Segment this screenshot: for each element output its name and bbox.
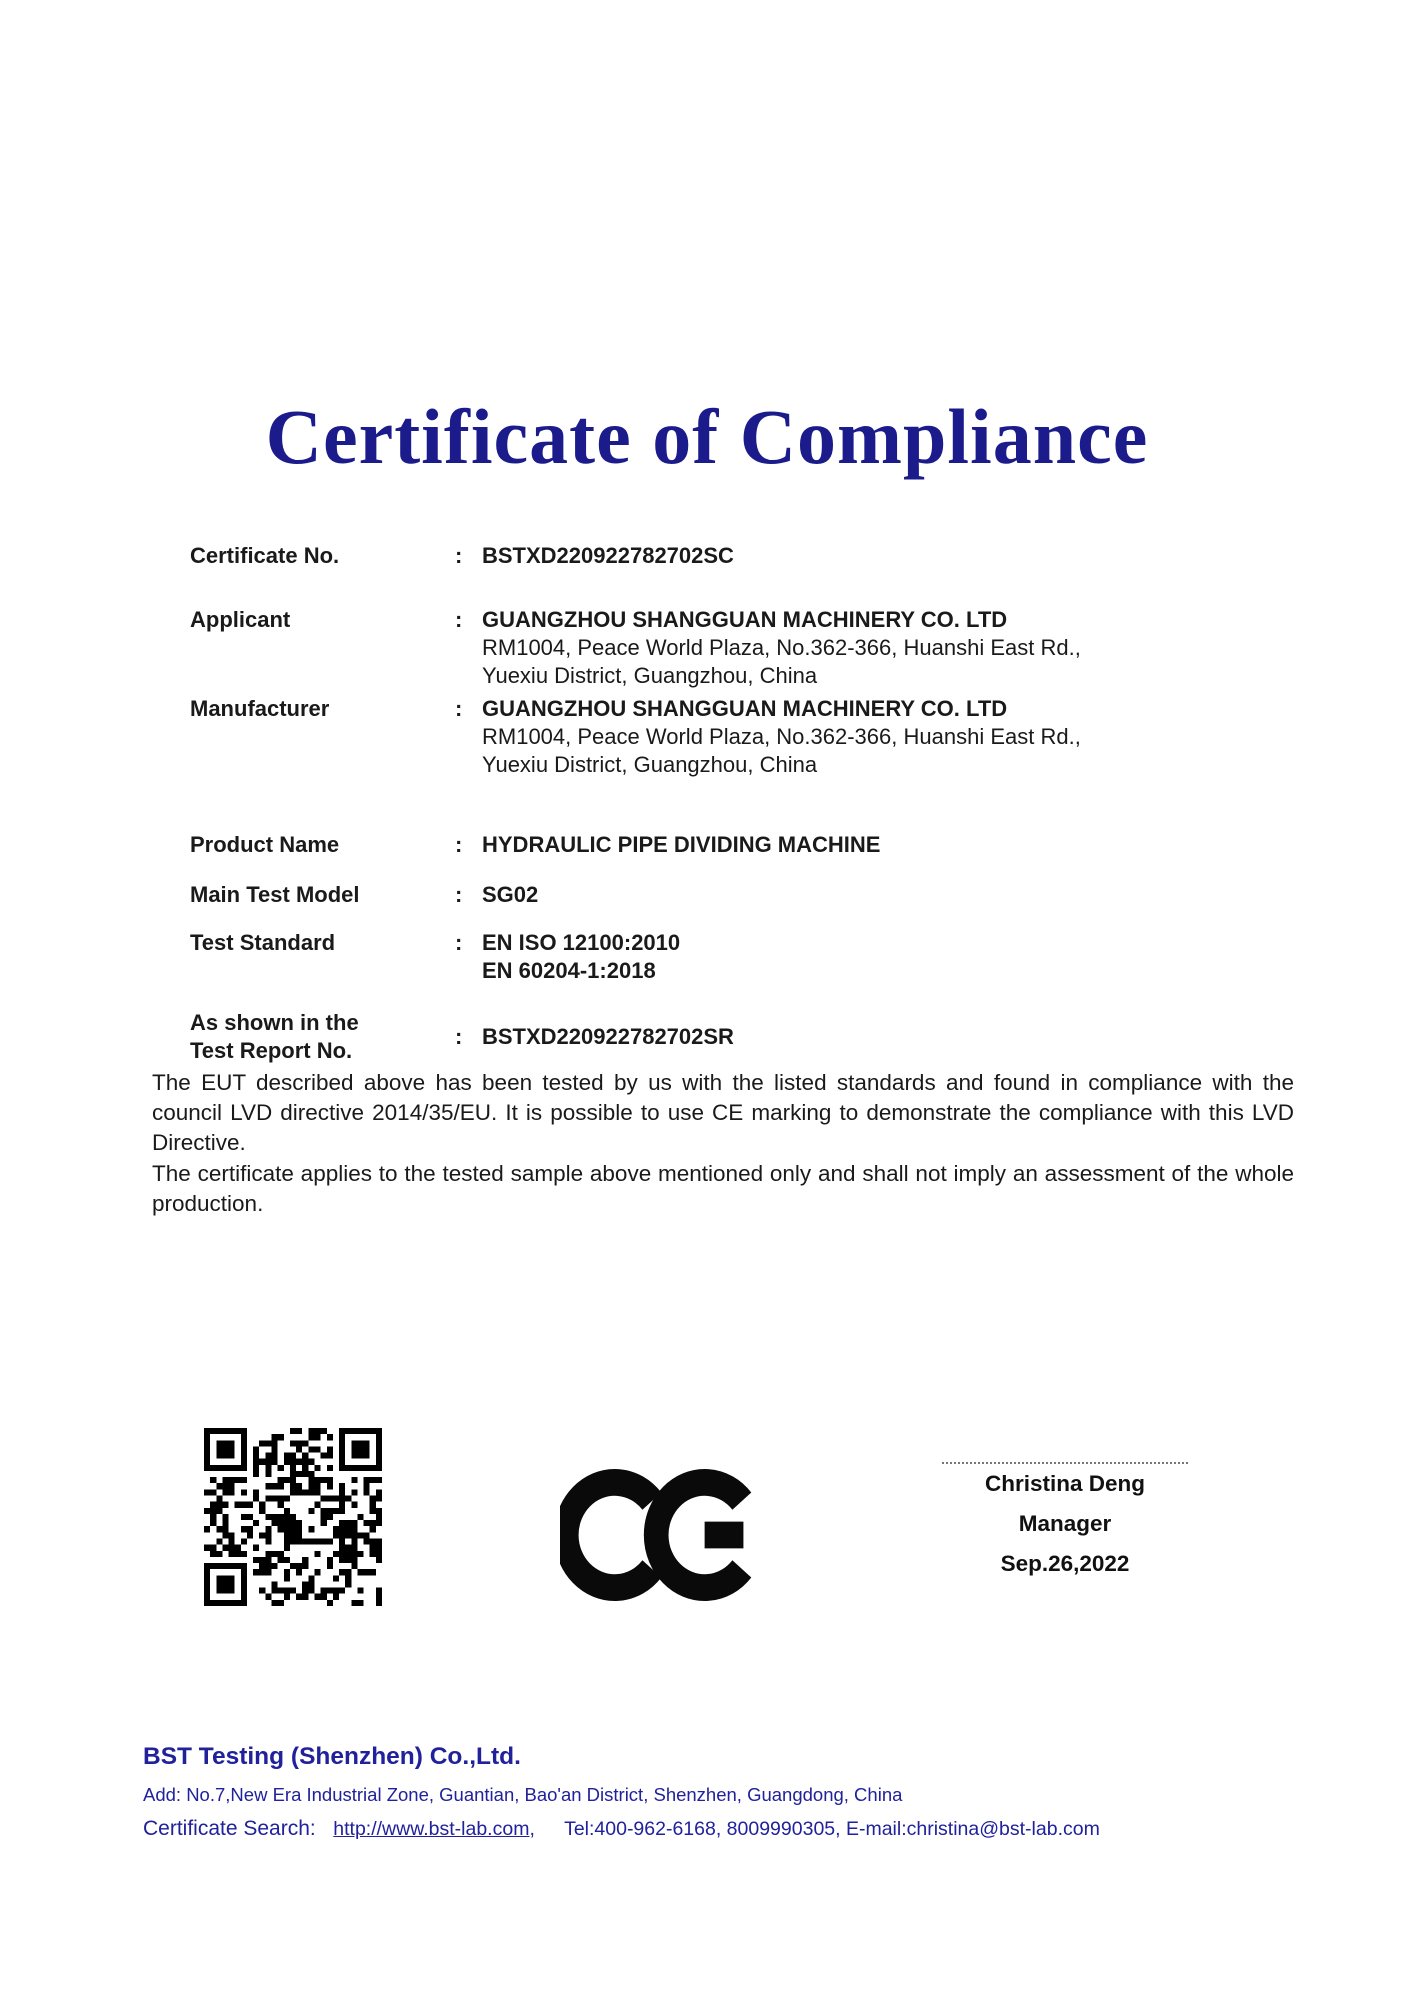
certificate-search-line xyxy=(143,1816,1314,1842)
field-label-line1: As shown in the xyxy=(190,1010,359,1035)
signature-date: Sep.26,2022 xyxy=(1000,1551,1130,1576)
field-label xyxy=(190,1009,455,1065)
field-label: Product Name xyxy=(190,832,340,857)
field-value-group xyxy=(482,929,1286,985)
field-test-standard xyxy=(190,929,1286,985)
field-value: EN ISO 12100:2010 xyxy=(482,930,681,955)
field-test-report-no xyxy=(190,1009,1286,1065)
signature-block xyxy=(942,1462,1188,1584)
issuer-address: Add: No.7,New Era Industrial Zone, Guantian, Bao'an District, Shenzhen, Guangdong, China xyxy=(143,1784,903,1805)
signer-title: Manager xyxy=(1018,1511,1112,1536)
signer-name: Christina Deng xyxy=(984,1471,1146,1496)
address-line: Yuexiu District, Guangzhou, China xyxy=(482,752,818,777)
field-value: BSTXD220922782702SR xyxy=(482,1024,734,1049)
address-line: RM1004, Peace World Plaza, No.362-366, Huanshi East Rd., xyxy=(482,724,1081,749)
issuer-company-name: BST Testing (Shenzhen) Co.,Ltd. xyxy=(143,1743,521,1770)
declaration-paragraph-2: The certificate applies to the tested sample above mentioned only and shall not imply an assessment of the whole production. xyxy=(152,1160,1294,1216)
certificate-search-label: Certificate Search: xyxy=(143,1817,316,1840)
field-label: Certificate No. xyxy=(190,543,340,568)
field-label: Test Standard xyxy=(190,930,336,955)
field-applicant xyxy=(190,606,1286,695)
declaration-paragraph-1: The EUT described above has been tested by us with the listed standards and found in compliance with the council LVD directive 2014/35/EU. It is possible to use CE marking to demonstrate the compliance with this LVD Directive. xyxy=(152,1070,1294,1156)
field-colon: : xyxy=(455,882,463,907)
declaration-text xyxy=(152,1068,1294,1219)
field-colon: : xyxy=(455,696,463,721)
field-main-test-model xyxy=(190,881,1286,909)
field-colon: : xyxy=(455,607,463,632)
issuer-contacts: Tel:400-962-6168, 8009990305, E-mail:christina@bst-lab.com xyxy=(564,1818,1100,1840)
field-value: GUANGZHOU SHANGGUAN MACHINERY CO. LTD xyxy=(482,696,1008,721)
after-url-comma: , xyxy=(529,1818,535,1840)
field-value: BSTXD220922782702SC xyxy=(482,543,734,568)
field-value: HYDRAULIC PIPE DIVIDING MACHINE xyxy=(482,832,881,857)
field-label: Manufacturer xyxy=(190,696,330,721)
ce-mark-icon xyxy=(560,1468,754,1602)
address-line: Yuexiu District, Guangzhou, China xyxy=(482,663,818,688)
field-certificate-no xyxy=(190,542,1286,570)
field-product-name xyxy=(190,831,1286,859)
field-colon: : xyxy=(455,543,463,568)
issuer-footer xyxy=(143,1742,1314,1842)
field-value-line2: EN 60204-1:2018 xyxy=(482,958,656,983)
certificate-title: Certificate of Compliance xyxy=(265,393,1149,480)
field-colon: : xyxy=(455,930,463,955)
field-label: Main Test Model xyxy=(190,882,360,907)
field-label-line2: Test Report No. xyxy=(190,1038,353,1063)
qr-code-image xyxy=(204,1428,382,1606)
certificate-search-link[interactable]: http://www.bst-lab.com xyxy=(333,1818,530,1840)
field-value-group xyxy=(482,606,1286,695)
certificate-fields xyxy=(190,542,1286,1065)
field-value: SG02 xyxy=(482,882,539,907)
field-colon: : xyxy=(455,832,463,857)
address-line: RM1004, Peace World Plaza, No.362-366, Huanshi East Rd., xyxy=(482,635,1081,660)
field-colon: : xyxy=(455,1024,463,1049)
field-manufacturer xyxy=(190,695,1286,831)
field-value: GUANGZHOU SHANGGUAN MACHINERY CO. LTD xyxy=(482,607,1008,632)
field-label: Applicant xyxy=(190,607,291,632)
field-value-group xyxy=(482,695,1286,831)
